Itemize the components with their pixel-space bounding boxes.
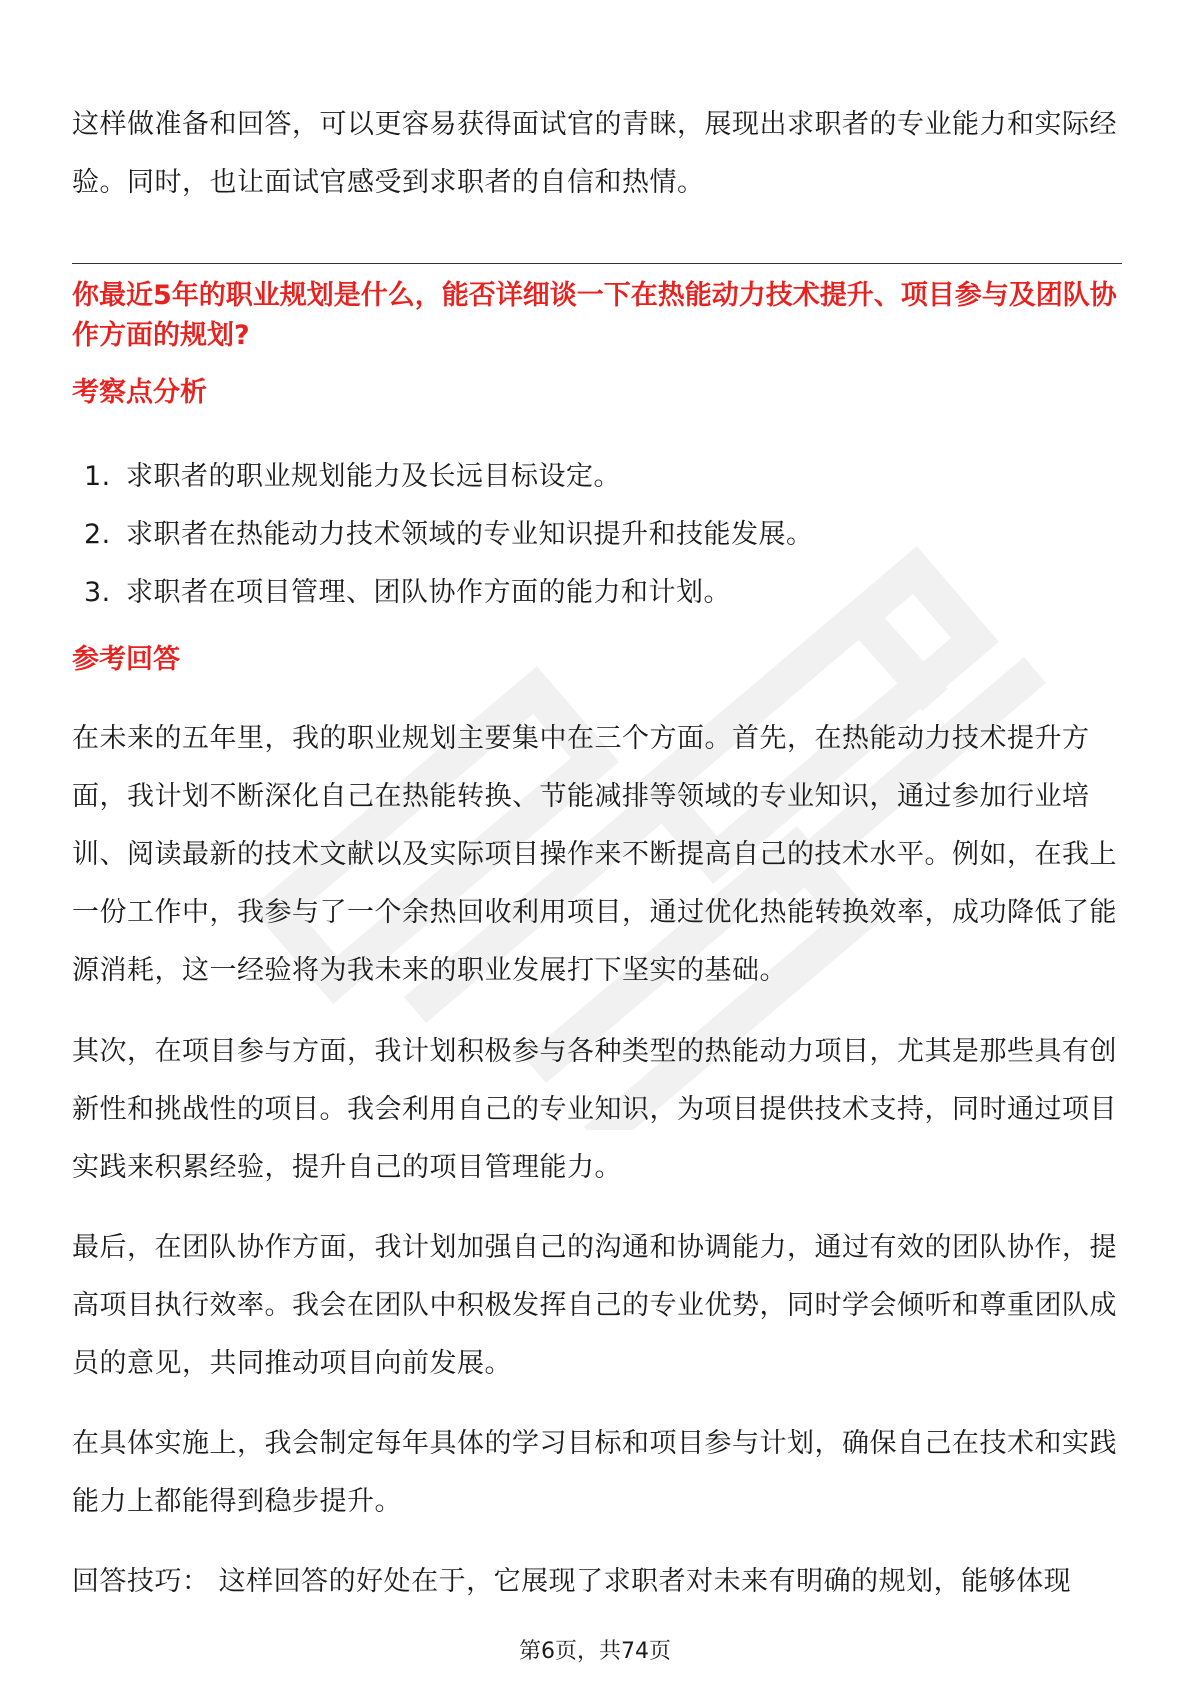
list-item-number: 1. (84, 461, 111, 492)
answer-heading: 参考回答 (72, 644, 180, 675)
list-item (84, 564, 1084, 622)
page-footer: 第6页，共74页 (519, 1639, 671, 1664)
question-heading: 你最近5年的职业规划是什么，能否详细谈一下在热能动力技术提升、项目参与及团队协作方面的规划? (72, 280, 1117, 351)
list-item-number: 2. (84, 519, 111, 550)
list-item-text: 求职者的职业规划能力及长远目标设定。 (126, 461, 621, 492)
section-divider (72, 263, 1122, 264)
list-item-text: 求职者在热能动力技术领域的专业知识提升和技能发展。 (126, 519, 814, 550)
answer-paragraph: 最后，在团队协作方面，我计划加强自己的沟通和协调能力，通过有效的团队协作，提高项目执行效率。我会在团队中积极发挥自己的专业优势，同时学会倾听和尊重团队成员的意见，共同推动项目向前发展。 (72, 1232, 1117, 1379)
answer-paragraph: 在未来的五年里，我的职业规划主要集中在三个方面。首先，在热能动力技术提升方面，我计划不断深化自己在热能转换、节能减排等领域的专业知识，通过参加行业培训、阅读最新的技术文献以及实际项目操作来不断提高自己的技术水平。例如，在我上一份工作中，我参与了一个余热回收利用项目，通过优化热能转换效率，成功降低了能源消耗，这一经验将为我未来的职业发展打下坚实的基础。 (72, 723, 1117, 986)
intro-paragraph: 这样做准备和回答，可以更容易获得面试官的青睐，展现出求职者的专业能力和实际经验。同时，也让面试官感受到求职者的自信和热情。 (72, 109, 1117, 198)
list-item-number: 3. (84, 577, 111, 608)
analysis-heading: 考察点分析 (72, 377, 207, 408)
list-item-text: 求职者在项目管理、团队协作方面的能力和计划。 (126, 577, 731, 608)
list-item (84, 448, 1084, 506)
answer-paragraph: 其次，在项目参与方面，我计划积极参与各种类型的热能动力项目，尤其是那些具有创新性和挑战性的项目。我会利用自己的专业知识，为项目提供技术支持，同时通过项目实践来积累经验，提升自己的项目管理能力。 (72, 1036, 1117, 1183)
list-item (84, 506, 1084, 564)
answer-paragraph: 在具体实施上，我会制定每年具体的学习目标和项目参与计划，确保自己在技术和实践能力上都能得到稳步提升。 (72, 1428, 1117, 1517)
answer-tips-paragraph: 回答技巧： 这样回答的好处在于，它展现了求职者对未来有明确的规划，能够体现 (72, 1566, 1072, 1597)
analysis-list (84, 448, 1084, 622)
